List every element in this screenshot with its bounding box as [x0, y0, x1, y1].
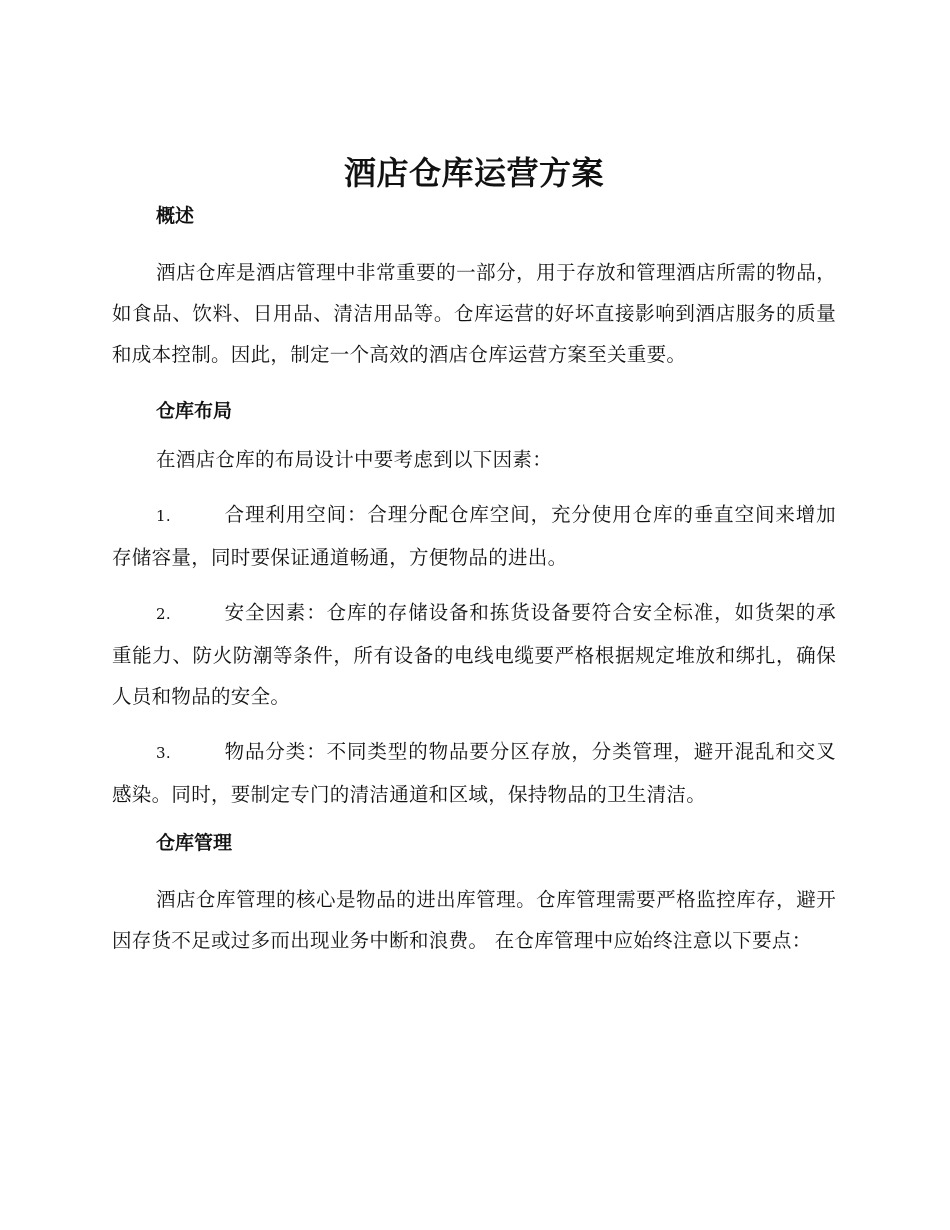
section-heading-layout: 仓库布局 — [156, 400, 233, 422]
list-item-text: 物品分类：不同类型的物品要分区存放，分类管理，避开混乱和交叉感染。同时，要制定专门的清洁通道和区域，保持物品的卫生清洁。 — [112, 740, 836, 806]
document-page — [112, 148, 836, 961]
section-heading-overview: 概述 — [156, 205, 195, 227]
list-number: 3. — [156, 744, 171, 762]
layout-intro-paragraph: 在酒店仓库的布局设计中要考虑到以下因素： — [156, 448, 553, 471]
management-paragraph: 酒店仓库管理的核心是物品的进出库管理。仓库管理需要严格监控库存，避开因存货不足或过多而出现业务中断和浪费。 在仓库管理中应始终注意以下要点： — [112, 888, 836, 952]
list-number: 2. — [156, 605, 171, 623]
document-title: 酒店仓库运营方案 — [343, 154, 604, 192]
layout-list-item-2 — [112, 592, 836, 717]
section-heading-management: 仓库管理 — [156, 832, 233, 854]
layout-list-item-3 — [112, 731, 836, 815]
list-item-text: 合理利用空间：合理分配仓库空间，充分使用仓库的垂直空间来增加存储容量，同时要保证通道畅通，方便物品的进出。 — [112, 503, 836, 569]
list-number: 1. — [156, 507, 171, 525]
list-item-text: 安全因素：仓库的存储设备和拣货设备要符合安全标准，如货架的承重能力、防火防潮等条件，所有设备的电线电缆要严格根据规定堆放和绑扎，确保人员和物品的安全。 — [112, 601, 836, 708]
layout-list-item-1 — [112, 494, 836, 578]
overview-paragraph: 酒店仓库是酒店管理中非常重要的一部分，用于存放和管理酒店所需的物品，如食品、饮料、日用品、清洁用品等。仓库运营的好坏直接影响到酒店服务的质量和成本控制。因此，制定一个高效的酒店仓库运营方案至关重要。 — [112, 261, 836, 366]
